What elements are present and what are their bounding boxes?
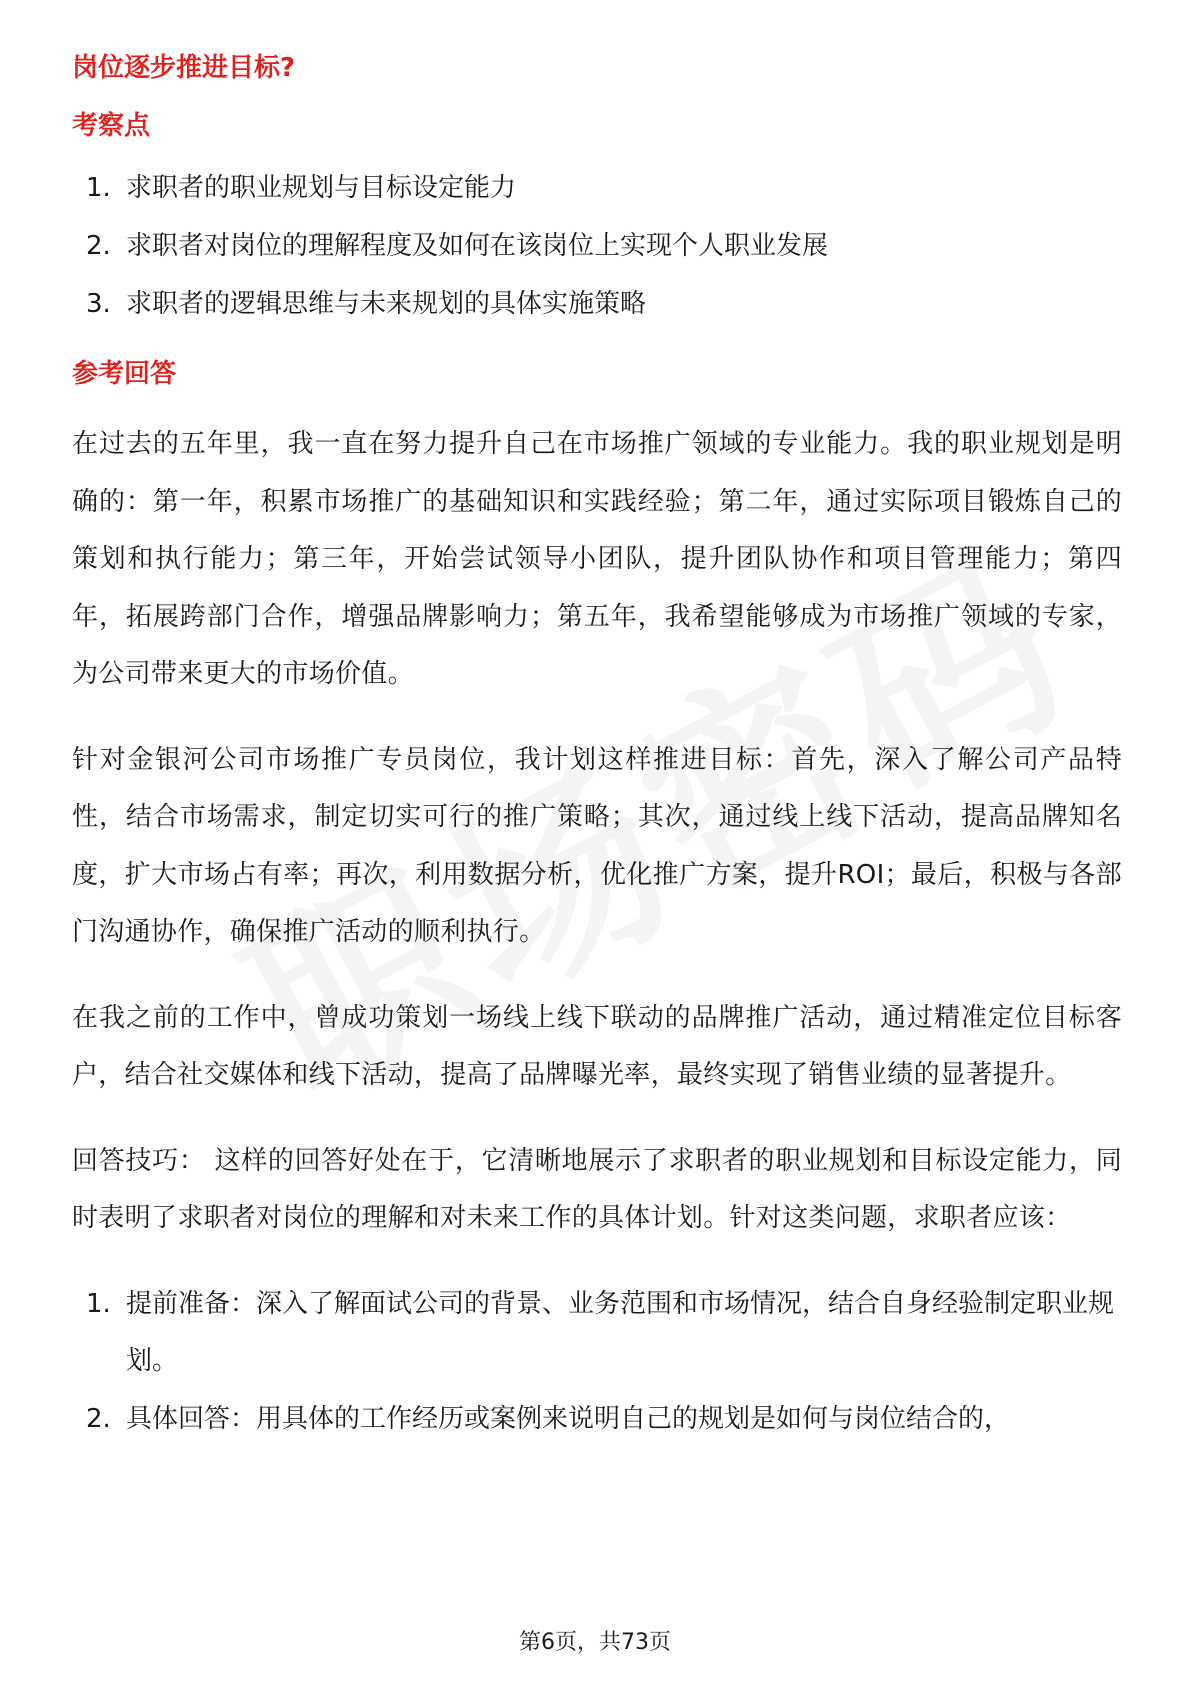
list-item-text: 求职者对岗位的理解程度及如何在该岗位上实现个人职业发展 (126, 231, 829, 261)
points-heading: 考察点 (72, 111, 151, 141)
tips-list (72, 1276, 1122, 1449)
points-list (72, 168, 1122, 324)
list-item (72, 1391, 1122, 1449)
answer-paragraph: 针对金银河公司市场推广专员岗位，我计划这样推进目标：首先，深入了解公司产品特性，结合市场需求，制定切实可行的推广策略；其次，通过线上线下活动，提高品牌知名度，扩大市场占有率；再次，利用数据分析，优化推广方案，提升ROI；最后，积极与各部门沟通协作，确保推广活动的顺利执行。 (72, 744, 1122, 947)
list-item-text: 具体回答：用具体的工作经历或案例来说明自己的规划是如何与岗位结合的， (126, 1403, 1011, 1434)
list-item-text: 求职者的逻辑思维与未来规划的具体实施策略 (126, 289, 647, 319)
list-item (72, 284, 1122, 324)
list-item-text: 提前准备：深入了解面试公司的背景、业务范围和市场情况，结合自身经验制定职业规划。 (126, 1288, 1115, 1376)
list-item-number: 3. (86, 289, 111, 319)
question-title: 岗位逐步推进目标? (72, 53, 296, 83)
list-item-number: 1. (86, 173, 111, 203)
document-content (72, 48, 1122, 1448)
list-item-number: 2. (86, 231, 111, 261)
list-item (72, 226, 1122, 266)
answer-paragraph: 在我之前的工作中，曾成功策划一场线上线下联动的品牌推广活动，通过精准定位目标客户，结合社交媒体和线下活动，提高了品牌曝光率，最终实现了销售业绩的显著提升。 (72, 1002, 1122, 1090)
answer-paragraph: 在过去的五年里，我一直在努力提升自己在市场推广领域的专业能力。我的职业规划是明确的：第一年，积累市场推广的基础知识和实践经验；第二年，通过实际项目锻炼自己的策划和执行能力；第三年，开始尝试领导小团队，提升团队协作和项目管理能力；第四年，拓展跨部门合作，增强品牌影响力；第五年，我希望能够成为市场推广领域的专家，为公司带来更大的市场价值。 (72, 429, 1122, 689)
answer-heading: 参考回答 (72, 359, 177, 389)
list-item-number: 2. (86, 1403, 111, 1434)
page-number: 第6页，共73页 (519, 1630, 671, 1655)
answer-tips-paragraph: 回答技巧： 这样的回答好处在于，它清晰地展示了求职者的职业规划和目标设定能力，同时表明了求职者对岗位的理解和对未来工作的具体计划。针对这类问题，求职者应该： (72, 1145, 1122, 1233)
list-item-text: 求职者的职业规划与目标设定能力 (126, 173, 517, 203)
list-item (72, 168, 1122, 208)
list-item-number: 1. (86, 1288, 111, 1319)
list-item (72, 1276, 1122, 1391)
